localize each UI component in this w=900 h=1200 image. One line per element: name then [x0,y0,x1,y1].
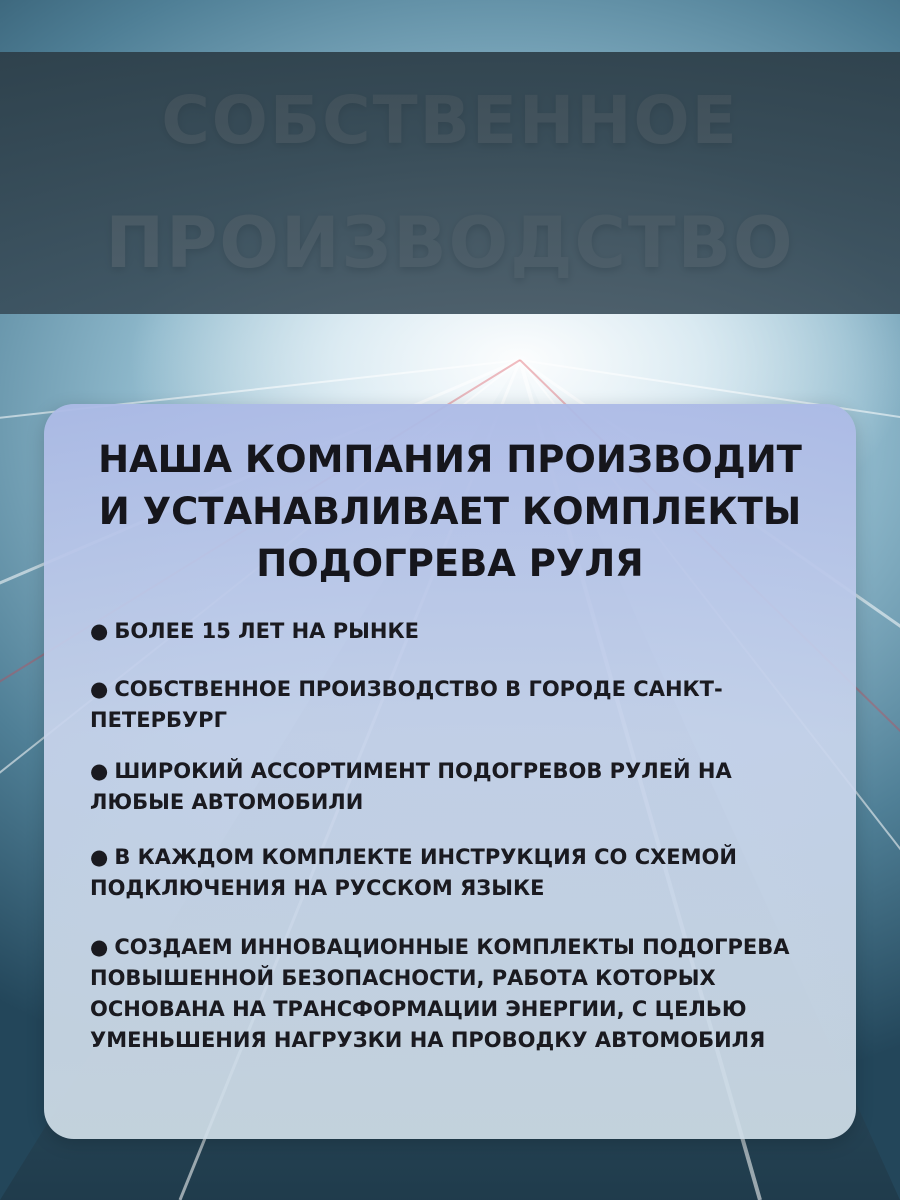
feature-text: СОЗДАЕМ ИННОВАЦИОННЫЕ КОМПЛЕКТЫ ПОДОГРЕВА ПОВЫШЕННОЙ БЕЗОПАСНОСТИ, РАБОТА КОТОРЫХ ОСНОВАНА НА ТРАНСФОРМАЦИИ ЭНЕРГИИ, С ЦЕЛЬЮ УМЕНЬШЕНИЯ НАГРУЗКИ НА ПРОВОДКУ АВТОМОБИЛЯ [90,935,790,1052]
feature-list-item [90,616,820,647]
bullet-dot-icon: ● [90,677,109,701]
card-heading [44,434,856,590]
bullet-dot-icon: ● [90,935,109,959]
feature-list-item [90,932,820,1056]
feature-list-item [90,674,820,736]
bullet-dot-icon: ● [90,845,109,869]
card-heading-line: ПОДОГРЕВА РУЛЯ [256,542,644,585]
bullet-dot-icon: ● [90,619,109,643]
feature-text: ШИРОКИЙ АССОРТИМЕНТ ПОДОГРЕВОВ РУЛЕЙ НА ЛЮБЫЕ АВТОМОБИЛИ [90,759,732,814]
card-heading-line: И УСТАНАВЛИВАЕТ КОМПЛЕКТЫ [98,490,802,533]
bullet-dot-icon: ● [90,759,109,783]
info-card [44,404,856,1139]
feature-text: СОБСТВЕННОЕ ПРОИЗВОДСТВО В ГОРОДЕ САНКТ-ПЕТЕРБУРГ [90,677,723,732]
card-heading-line: НАША КОМПАНИЯ ПРОИЗВОДИТ [98,438,802,481]
title-band [0,52,900,314]
feature-text: В КАЖДОМ КОМПЛЕКТЕ ИНСТРУКЦИЯ СО СХЕМОЙ ПОДКЛЮЧЕНИЯ НА РУССКОМ ЯЗЫКЕ [90,845,737,900]
feature-list-item [90,842,820,904]
feature-list-item [90,756,820,818]
feature-text: БОЛЕЕ 15 ЛЕТ НА РЫНКЕ [114,619,419,643]
